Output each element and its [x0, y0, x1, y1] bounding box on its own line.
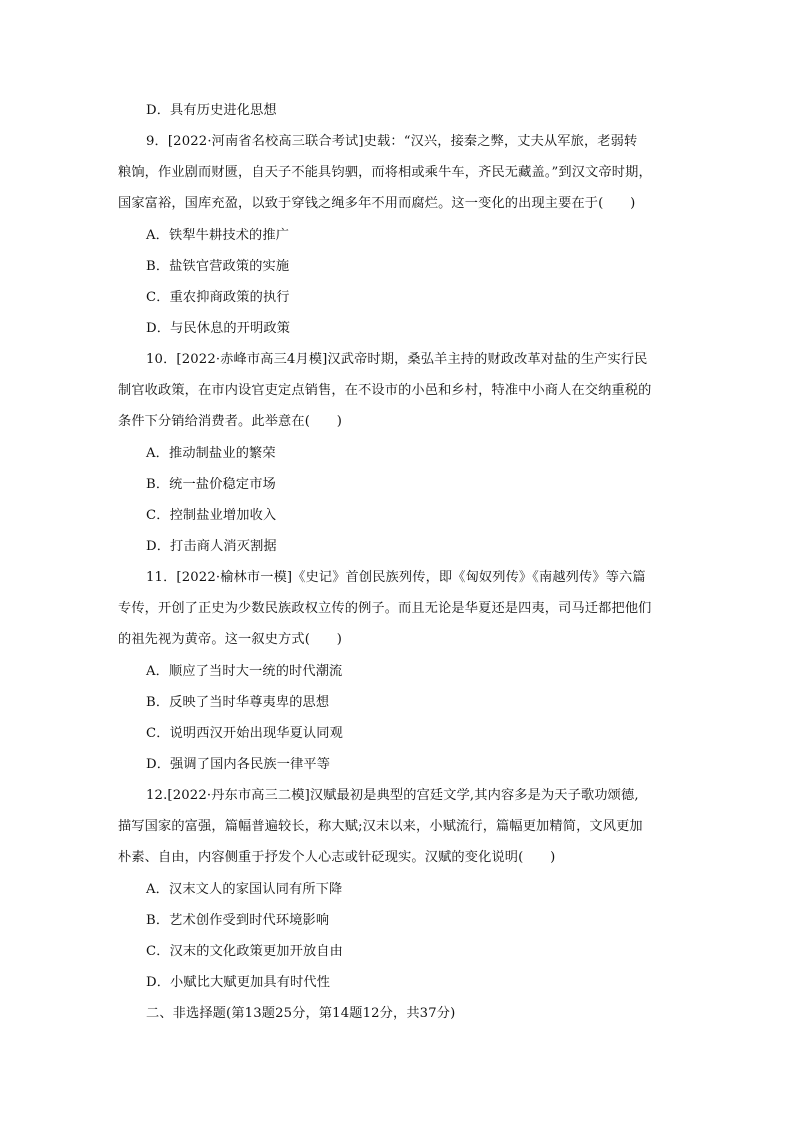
- q9-stem-line-2: 粮饷，作业剧而财匮，自天子不能具钧驷，而将相或乘牛车，齐民无藏盖。”到汉文帝时期，: [118, 165, 652, 180]
- q12-option-d: D．小赋比大赋更加具有时代性: [146, 975, 331, 990]
- q11-option-c: C．说明西汉开始出现华夏认同观: [146, 726, 343, 741]
- q11-stem-line-2: 专传，开创了正史为少数民族政权立传的例子。而且无论是华夏还是四夷，司马迁都把他们: [118, 601, 652, 616]
- q12-option-a: A．汉末文人的家国认同有所下降: [146, 882, 343, 897]
- q12-stem-line-1: 12.[2022·丹东市高三二模]汉赋最初是典型的宫廷文学,其内容多是为天子歌功颂德,: [146, 788, 639, 803]
- q9-option-a: A．铁犁牛耕技术的推广: [146, 228, 290, 243]
- q9-option-d: D．与民休息的开明政策: [146, 321, 291, 336]
- q10-option-d: D．打击商人消灭割据: [146, 539, 277, 554]
- q11-option-d: D．强调了国内各民族一律平等: [146, 757, 331, 772]
- q12-stem-line-2: 描写国家的富强，篇幅普遍较长，称大赋;汉末以来，小赋流行，篇幅更加精简，文风更加: [118, 819, 643, 834]
- q9-option-c: C．重农抑商政策的执行: [146, 290, 290, 305]
- q11-stem-line-3: 的祖先视为黄帝。这一叙史方式( ): [118, 632, 342, 647]
- q11-stem-line-1: 11．[2022·榆林市一模]《史记》首创民族列传，即《匈奴列传》《南越列传》等六篇: [146, 570, 646, 585]
- section-heading-non-choice: 二、非选择题(第13题25分，第14题12分，共37分): [146, 1006, 456, 1021]
- q9-option-b: B．盐铁官营政策的实施: [146, 259, 290, 274]
- q12-stem-line-3: 朴素、自由，内容侧重于抒发个人心志或针砭现实。汉赋的变化说明( ): [118, 850, 556, 865]
- q10-stem-line-2: 制官收政策，在市内设官吏定点销售，在不设市的小邑和乡村，特准中小商人在交纳重税的: [118, 383, 652, 398]
- q10-stem-line-3: 条件下分销给消费者。此举意在( ): [118, 414, 342, 429]
- q12-option-b: B．艺术创作受到时代环境影响: [146, 913, 330, 928]
- q10-option-c: C．控制盐业增加收入: [146, 508, 277, 523]
- prev-option-d: D．具有历史进化思想: [146, 103, 277, 118]
- q10-stem-line-1: 10．[2022·赤峰市高三4月模]汉武帝时期，桑弘羊主持的财政改革对盐的生产实行民: [146, 352, 648, 367]
- q11-option-b: B．反映了当时华尊夷卑的思想: [146, 695, 330, 710]
- q11-option-a: A．顺应了当时大一统的时代潮流: [146, 664, 343, 679]
- q9-stem-line-3: 国家富裕，国库充盈，以致于穿钱之绳多年不用而腐烂。这一变化的出现主要在于( ): [118, 196, 636, 211]
- q10-option-b: B．统一盐价稳定市场: [146, 477, 276, 492]
- q10-option-a: A．推动制盐业的繁荣: [146, 446, 276, 461]
- q9-stem-line-1: 9．[2022·河南省名校高三联合考试]史载：“汉兴，接秦之弊，丈夫从军旅，老弱转: [146, 134, 638, 149]
- q12-option-c: C．汉末的文化政策更加开放自由: [146, 944, 343, 959]
